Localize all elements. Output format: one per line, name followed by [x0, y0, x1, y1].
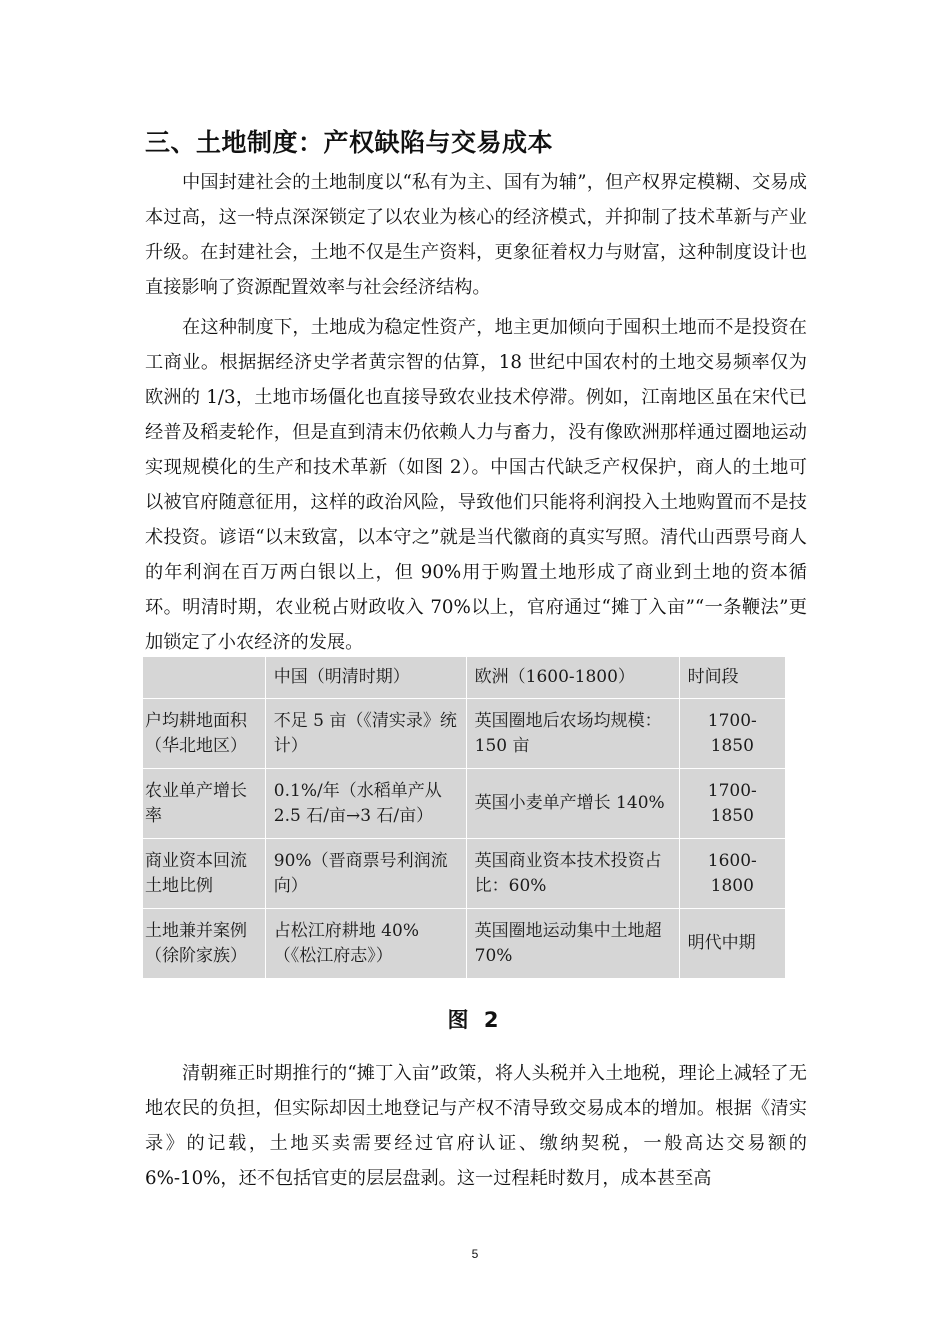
table-cell: 户均耕地面积（华北地区） [143, 699, 266, 769]
table-row [143, 699, 786, 769]
comparison-table [142, 656, 786, 979]
section-heading: 三、土地制度：产权缺陷与交易成本 [145, 128, 554, 157]
table-cell: 占松江府耕地 40%（《松江府志》） [265, 909, 466, 979]
table-row [143, 839, 786, 909]
table-cell: 0.1%/年（水稻单产从 2.5 石/亩→3 石/亩） [265, 769, 466, 839]
table-header-cell: 时间段 [679, 657, 785, 699]
paragraph-1: 中国封建社会的土地制度以“私有为主、国有为辅”，但产权界定模糊、交易成本过高，这一特点深深锁定了以农业为核心的经济模式，并抑制了技术革新与产业升级。在封建社会，土地不仅是生产资料，更象征着权力与财富，这种制度设计也直接影响了资源配置效率与社会经济结构。 [145, 172, 807, 298]
table-header-cell: 中国（明清时期） [265, 657, 466, 699]
figure-caption: 图 2 [447, 1008, 503, 1032]
table-cell: 英国圈地运动集中土地超 70% [466, 909, 679, 979]
table-header-cell [143, 657, 266, 699]
table-cell: 英国商业资本技术投资占比：60% [466, 839, 679, 909]
table-cell: 土地兼并案例（徐阶家族） [143, 909, 266, 979]
table-cell: 明代中期 [679, 909, 785, 979]
paragraph-2: 在这种制度下，土地成为稳定性资产，地主更加倾向于囤积土地而不是投资在工商业。根据据经济史学者黄宗智的估算，18 世纪中国农村的土地交易频率仅为欧洲的 1/3，土地市场僵化也直接导致农业技术停滞。例如，江南地区虽在宋代已经普及稻麦轮作，但是直到清末仍依赖人力与畜力，没有像欧洲那样通过圈地运动实现规模化的生产和技术革新（如图 2）。中国古代缺乏产权保护，商人的土地可以被官府随意征用，这样的政治风险，导致他们只能将利润投入土地购置而不是技术投资。谚语“以末致富，以本守之”就是当代徽商的真实写照。清代山西票号商人的年利润在百万两白银以上，但 90%用于购置土地形成了商业到土地的资本循环。明清时期，农业税占财政收入 70%以上，官府通过“摊丁入亩”“一条鞭法”更加锁定了小农经济的发展。 [145, 317, 807, 653]
table-cell: 1700-1850 [679, 769, 785, 839]
table-cell: 商业资本回流土地比例 [143, 839, 266, 909]
table-row [143, 909, 786, 979]
paragraph-3: 清朝雍正时期推行的“摊丁入亩”政策，将人头税并入土地税，理论上减轻了无地农民的负担，但实际却因土地登记与产权不清导致交易成本的增加。根据《清实录》的记载，土地买卖需要经过官府认证、缴纳契税，一般高达交易额的 6%-10%，还不包括官吏的层层盘剥。这一过程耗时数月，成本甚至高 [145, 1063, 807, 1189]
page-number: 5 [471, 1247, 479, 1261]
table-cell: 90%（晋商票号利润流向） [265, 839, 466, 909]
table-cell: 农业单产增长率 [143, 769, 266, 839]
table-row [143, 769, 786, 839]
table-cell: 1700-1850 [679, 699, 785, 769]
table-cell: 英国小麦单产增长 140% [466, 769, 679, 839]
table-cell: 不足 5 亩（《清实录》统计） [265, 699, 466, 769]
table-cell: 英国圈地后农场均规模：150 亩 [466, 699, 679, 769]
table-cell: 1600-1800 [679, 839, 785, 909]
table-header-cell: 欧洲（1600-1800） [466, 657, 679, 699]
table-header-row [143, 657, 786, 699]
